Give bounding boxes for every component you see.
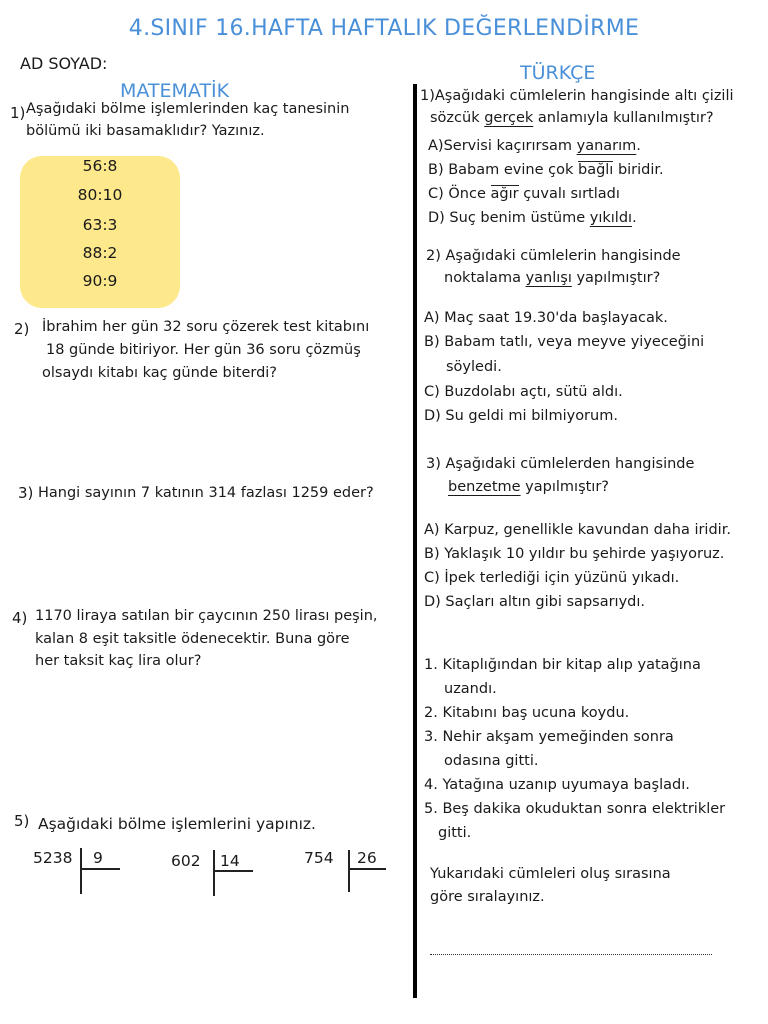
sentence-3: 3. Nehir akşam yemeğinden sonra: [424, 729, 674, 745]
division-dividend: 5238: [33, 849, 73, 867]
math-q5-line1: Aşağıdaki bölme işlemlerini yapınız.: [38, 815, 316, 833]
turkish-q2-option-b-cont: söyledi.: [446, 359, 502, 375]
math-q1-line2: bölümü iki basamaklıdır? Yazınız.: [26, 123, 265, 139]
turkish-q3-option-a: A) Karpuz, genellikle kavundan daha iridir.: [424, 522, 731, 538]
math-q4-line1: 1170 liraya satılan bir çaycının 250 lirası peşin,: [35, 608, 378, 624]
division-divisor: 14: [220, 852, 240, 870]
ordering-instruction-line1: Yukarıdaki cümleleri oluş sırasına: [430, 866, 671, 882]
underlined-word: yanlışı: [525, 270, 572, 286]
turkish-q2-option-d: D) Su geldi mi bilmiyorum.: [424, 408, 618, 424]
turkish-q3-option-b: B) Yaklaşık 10 yıldır bu şehirde yaşıyoruz.: [424, 546, 725, 562]
turkish-q2-option-a: A) Maç saat 19.30'da başlayacak.: [424, 310, 668, 326]
math-q1-number: 1): [10, 104, 26, 122]
math-q4-number: 4): [12, 609, 28, 627]
math-q4-line2: kalan 8 eşit taksitle ödenecektir. Buna göre: [35, 631, 350, 647]
turkish-q1-line2: sözcük gerçek anlamıyla kullanılmıştır?: [430, 110, 714, 126]
sentence-1-cont: uzandı.: [444, 681, 497, 697]
math-q1-line1: Aşağıdaki bölme işlemlerinden kaç tanesinin: [26, 101, 350, 117]
underlined-word: yanarım: [576, 138, 637, 154]
sentence-2: 2. Kitabını baş ucuna koydu.: [424, 705, 630, 721]
division-dividend: 754: [304, 849, 334, 867]
turkish-q2-option-c: C) Buzdolabı açtı, sütü aldı.: [424, 384, 623, 400]
division-dividend: 602: [171, 852, 201, 870]
turkish-q1-line1: 1)Aşağıdaki cümlelerin hangisinde altı çizili: [420, 88, 734, 104]
math-q3-line1: Hangi sayının 7 katının 314 fazlası 1259 eder?: [38, 485, 374, 501]
turkish-q3-line2: benzetme yapılmıştır?: [448, 479, 609, 495]
turkish-q2-line2: noktalama yanlışı yapılmıştır?: [444, 270, 661, 286]
division-item: 90:9: [82, 272, 118, 290]
overlined-word: bağlı: [577, 162, 614, 178]
turkish-heading: TÜRKÇE: [520, 62, 596, 84]
turkish-q3-option-c: C) İpek terlediği için yüzünü yıkadı.: [424, 570, 680, 586]
division-divisor: 26: [357, 849, 377, 867]
sentence-5: 5. Beş dakika okuduktan sonra elektrikler: [424, 801, 726, 817]
division-divisor: 9: [93, 849, 103, 867]
math-q3-number: 3): [18, 484, 34, 502]
underlined-word: yıkıldı: [589, 210, 633, 226]
division-list-box: [20, 156, 180, 308]
sentence-3-cont: odasına gitti.: [444, 753, 539, 769]
turkish-q1-option-d: D) Suç benim üstüme yıkıldı.: [428, 210, 637, 226]
turkish-q1-option-b: B) Babam evine çok bağlı biridir.: [428, 162, 664, 178]
turkish-q2-option-b: B) Babam tatlı, veya meyve yiyeceğini: [424, 334, 705, 350]
division-bracket-vertical: [348, 850, 350, 892]
division-item: 56:8: [82, 157, 118, 175]
turkish-q3-line1: 3) Aşağıdaki cümlelerden hangisinde: [426, 456, 695, 472]
question-number: 1): [420, 88, 435, 104]
underlined-word: gerçek: [484, 110, 534, 126]
ordering-instruction-line2: göre sıralayınız.: [430, 889, 545, 905]
division-item: 63:3: [82, 216, 118, 234]
turkish-q3-option-d: D) Saçları altın gibi sapsarıydı.: [424, 594, 646, 610]
turkish-q1-option-c: C) Önce ağır çuvalı sırtladı: [428, 186, 620, 202]
division-item: 88:2: [82, 244, 118, 262]
turkish-q2-line1: 2) Aşağıdaki cümlelerin hangisinde: [426, 248, 681, 264]
math-q2-number: 2): [14, 320, 30, 338]
division-item: 80:10: [77, 186, 123, 204]
overlined-word: ağır: [490, 186, 519, 202]
answer-line[interactable]: [430, 944, 712, 955]
math-q2-line2: 18 günde bitiriyor. Her gün 36 soru çözmüş: [46, 342, 361, 358]
column-divider: [413, 84, 417, 998]
name-label: AD SOYAD:: [20, 54, 108, 73]
sentence-5-cont: gitti.: [438, 825, 472, 841]
math-q2-line3: olsaydı kitabı kaç günde biterdi?: [42, 365, 278, 381]
division-bracket-vertical: [213, 850, 215, 896]
math-q4-line3: her taksit kaç lira olur?: [35, 653, 202, 669]
underlined-word: benzetme: [448, 479, 521, 495]
sentence-1: 1. Kitaplığından bir kitap alıp yatağına: [424, 657, 701, 673]
math-q2-line1: İbrahim her gün 32 soru çözerek test kitabını: [42, 319, 370, 335]
worksheet-title: 4.SINIF 16.HAFTA HAFTALIK DEĞERLENDİRME: [128, 16, 640, 41]
turkish-q1-option-a: A)Servisi kaçırırsam yanarım.: [428, 138, 641, 154]
math-q5-number: 5): [14, 812, 30, 830]
math-heading: MATEMATİK: [120, 80, 230, 102]
division-bracket-vertical: [80, 848, 82, 894]
sentence-4: 4. Yatağına uzanıp uyumaya başladı.: [424, 777, 690, 793]
